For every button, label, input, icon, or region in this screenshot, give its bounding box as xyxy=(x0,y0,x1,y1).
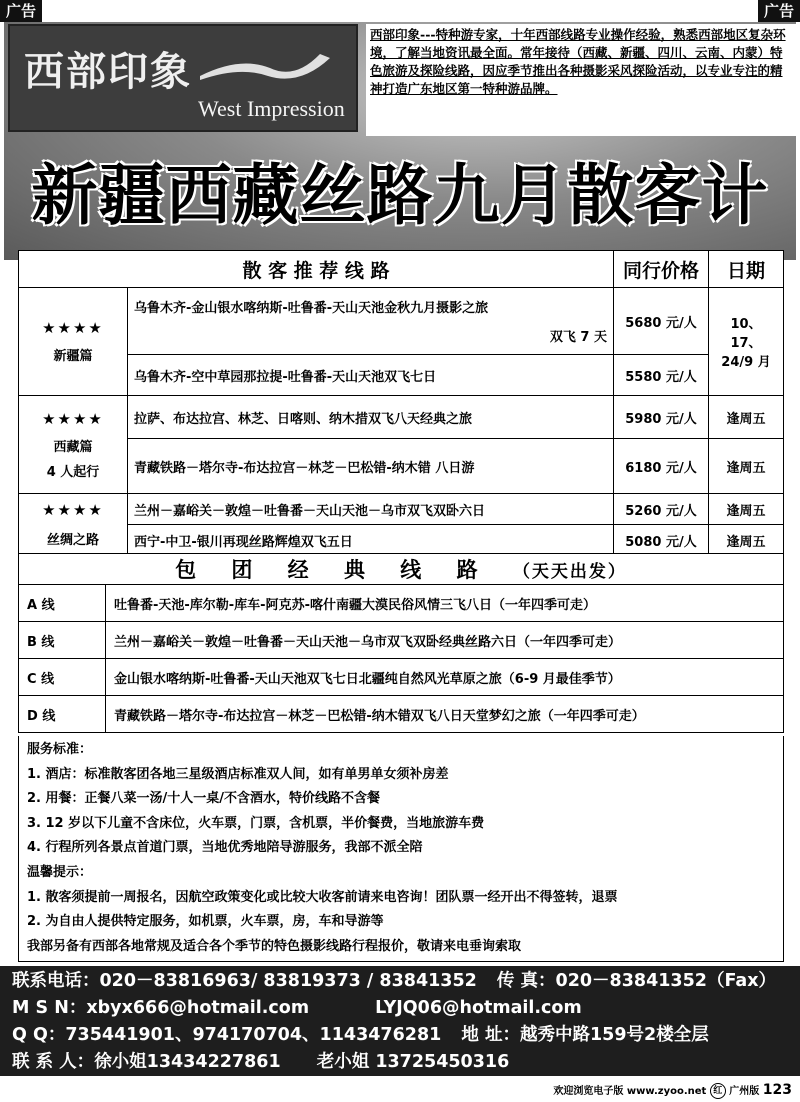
line-text: 金山银水喀纳斯-吐鲁番-天山天池双飞七日北疆纯自然风光草原之旅（6-9 月最佳季节） xyxy=(106,659,784,696)
table-row xyxy=(19,525,784,556)
date-cell: 逢周五 xyxy=(709,525,784,556)
contact-row-person xyxy=(12,1049,788,1076)
line-text: 兰州－嘉峪关－敦煌－吐鲁番－天山天池－乌市双飞双卧经典丝路六日（一年四季可走） xyxy=(106,622,784,659)
logo-chinese-text: 西部印象 xyxy=(24,48,192,95)
category-silk-road xyxy=(19,494,128,556)
edition-label: 广州版 xyxy=(729,1086,760,1097)
tip-item: 我部另备有西部各地常规及适合各个季节的特色摄影线路行程报价，敬请来电垂询索取 xyxy=(27,938,522,954)
contact-block xyxy=(0,966,800,1076)
line-text: 青藏铁路－塔尔寺-布达拉宫－林芝－巴松错-纳木错双飞八日天堂梦幻之旅（一年四季可走） xyxy=(106,696,784,733)
route-cell: 乌鲁木齐-空中草园那拉提-吐鲁番-天山天池双飞七日 xyxy=(128,355,614,396)
service-item: 3. 12 岁以下儿童不含床位，火车票，门票，含机票，半价餐费，当地旅游车费 xyxy=(27,815,485,831)
company-intro: 西部印象---特种游专家，十年西部线路专业操作经验，熟悉西部地区复杂环境，了解当地资讯最全面。常年接待（西藏、新疆、四川、云南、内蒙）特色旅游及探险线路，因应季节推出各种摄影采风探险活动，以专业专注的精神打造广东地区第一特种游品牌。 xyxy=(366,24,796,136)
route-header: 散 客 推 荐 线 路 xyxy=(19,251,614,288)
date-cell: 10、17、24/9 月 xyxy=(709,288,784,396)
table-row xyxy=(19,585,784,622)
price-cell: 5980 元/人 xyxy=(614,396,709,439)
group-tour-table xyxy=(18,553,784,733)
fax-label: 传 真： xyxy=(496,971,556,991)
table-row xyxy=(19,396,784,439)
service-item: 4. 行程所列各景点首道门票，当地优秀地陪导游服务，我部不派全陪 xyxy=(27,840,423,856)
date-cell: 逢周五 xyxy=(709,494,784,525)
category-name: 丝绸之路 xyxy=(46,533,99,548)
category-tibet xyxy=(19,396,128,494)
msn-email-1[interactable]: xbyx666@hotmail.com xyxy=(86,998,310,1018)
msn-label: M S N： xyxy=(12,998,87,1018)
contact-row-msn xyxy=(12,995,788,1022)
price-cell: 5260 元/人 xyxy=(614,494,709,525)
category-note: 4 人起行 xyxy=(46,464,100,480)
footer-text: 欢迎浏览电子版 www.zyoo.net xyxy=(553,1086,707,1097)
ad-tag-right: 广告 xyxy=(758,0,800,22)
page-footer xyxy=(553,1080,792,1100)
contact-person-2[interactable]: 老小姐 13725450316 xyxy=(316,1052,510,1072)
contact-person-1[interactable]: 徐小姐13434227861 xyxy=(94,1052,281,1072)
table-row xyxy=(19,288,784,355)
route-cell: 西宁-中卫-银川再现丝路辉煌双飞五日 xyxy=(128,525,614,556)
phone-label: 联系电话： xyxy=(12,971,100,991)
fax-number[interactable]: 020－83841352（Fax） xyxy=(555,971,776,991)
rating-stars: ★★★★ xyxy=(42,409,104,428)
address-text: 越秀中路159号2楼全层 xyxy=(520,1025,709,1045)
table-row xyxy=(19,622,784,659)
date-cell: 逢周五 xyxy=(709,396,784,439)
table-row xyxy=(19,439,784,494)
table-row xyxy=(19,494,784,525)
price-header: 同行价格 xyxy=(614,251,709,288)
scattered-tour-table xyxy=(18,250,784,556)
line-label: D 线 xyxy=(19,696,106,733)
route-cell: 兰州－嘉峪关－敦煌－吐鲁番－天山天池－乌市双飞双卧六日 xyxy=(128,494,614,525)
route-cell: 青藏铁路－塔尔寺-布达拉宫－林芝－巴松错-纳木错 八日游 xyxy=(128,439,614,494)
tips-title: 温馨提示： xyxy=(27,864,93,880)
page-title: 新疆西藏丝路九月散客计 xyxy=(31,157,769,234)
ad-tag-left: 广告 xyxy=(0,0,42,22)
line-label: B 线 xyxy=(19,622,106,659)
logo-english-text: West Impression xyxy=(198,96,345,121)
person-label: 联 系 人： xyxy=(12,1052,95,1072)
tip-item: 2. 为自由人提供特定服务，如机票，火车票，房，车和导游等 xyxy=(27,914,384,930)
route-cell xyxy=(128,288,614,355)
line-label: A 线 xyxy=(19,585,106,622)
line-text: 吐鲁番-天池-库尔勒-库车-阿克苏-喀什南疆大漠民俗风情三飞八日（一年四季可走） xyxy=(106,585,784,622)
rating-stars: ★★★★ xyxy=(42,501,104,519)
phone-number[interactable]: 020－83816963/ 83819373 / 83841352 xyxy=(99,971,477,991)
table-row xyxy=(19,355,784,396)
group-subtitle: （天天出发） xyxy=(512,562,627,582)
date-cell: 逢周五 xyxy=(709,439,784,494)
service-item: 2. 用餐：正餐八菜一汤/十人一桌/不含酒水，特价线路不含餐 xyxy=(27,791,381,807)
company-logo xyxy=(8,24,358,132)
qq-numbers[interactable]: 735441901、974170704、1143476281 xyxy=(65,1025,442,1045)
page-number: 123 xyxy=(762,1082,792,1098)
qq-label: Q Q： xyxy=(12,1025,66,1045)
line-label: C 线 xyxy=(19,659,106,696)
route-text: 乌鲁木齐-金山银水喀纳斯-吐鲁番-天山天池金秋九月摄影之旅 xyxy=(134,301,489,316)
mountain-swoosh-icon xyxy=(200,46,340,86)
publisher-logo-icon: 红 xyxy=(710,1083,726,1099)
category-name: 西藏篇 xyxy=(53,439,93,455)
category-xinjiang xyxy=(19,288,128,396)
rating-stars: ★★★★ xyxy=(42,319,104,337)
service-section xyxy=(18,736,784,962)
contact-row-qq xyxy=(12,1022,788,1049)
group-header xyxy=(19,554,784,585)
price-cell: 5680 元/人 xyxy=(614,288,709,355)
price-cell: 5580 元/人 xyxy=(614,355,709,396)
price-cell: 5080 元/人 xyxy=(614,525,709,556)
table-row xyxy=(19,659,784,696)
table-header-row xyxy=(19,251,784,288)
route-cell: 拉萨、布达拉宫、林芝、日喀则、纳木措双飞八天经典之旅 xyxy=(128,396,614,439)
group-title: 包 团 经 典 线 路 xyxy=(175,558,492,582)
route-text-extra: 双飞 7 天 xyxy=(549,330,607,345)
date-header: 日期 xyxy=(709,251,784,288)
address-label: 地 址： xyxy=(461,1025,520,1045)
contact-row-phone xyxy=(12,968,788,995)
category-name: 新疆篇 xyxy=(53,349,93,364)
service-title: 服务标准： xyxy=(27,742,93,757)
price-cell: 6180 元/人 xyxy=(614,439,709,494)
msn-email-2[interactable]: LYJQ06@hotmail.com xyxy=(375,998,582,1018)
table-row xyxy=(19,696,784,733)
group-header-row xyxy=(19,554,784,585)
service-item: 1. 酒店：标准散客团各地三星级酒店标准双人间，如有单男单女须补房差 xyxy=(27,766,449,782)
tip-item: 1. 散客须提前一周报名，因航空政策变化或比较大收客前请来电咨询！团队票一经开出不得签转，退票 xyxy=(27,889,618,905)
